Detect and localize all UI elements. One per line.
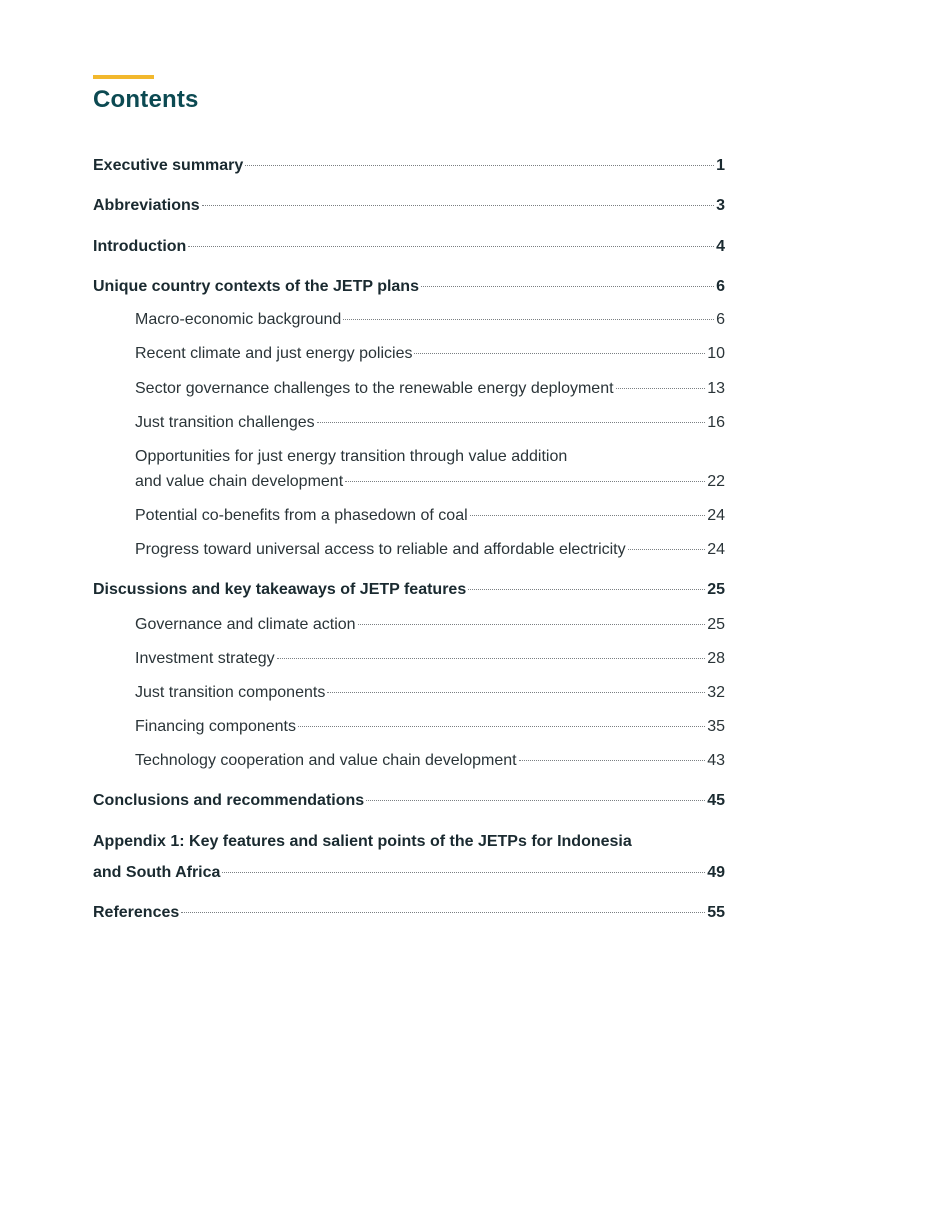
toc-entry-label-line1: Opportunities for just energy transition through value addition (135, 448, 568, 465)
dot-leader (421, 286, 714, 287)
toc-entry-label: Conclusions and recommendations (93, 792, 365, 809)
title-accent-bar (93, 75, 154, 79)
dot-leader (188, 246, 714, 247)
dot-leader (628, 549, 706, 550)
toc-page-number: 16 (707, 414, 725, 431)
toc-entry-label: Macro-economic background (135, 311, 342, 328)
dot-leader (345, 481, 705, 482)
toc-entry-appendix-1[interactable] (93, 826, 725, 888)
toc-entry-macro-economic-background[interactable] (135, 307, 725, 332)
toc-page-number: 25 (707, 616, 725, 633)
toc-entry-label: Abbreviations (93, 197, 200, 214)
toc-entry-label: Sector governance challenges to the renewable energy deployment (135, 380, 614, 397)
toc-entry-introduction[interactable] (93, 231, 725, 262)
toc-entry-label-line1: Appendix 1: Key features and salient points of the JETPs for Indonesia (93, 833, 632, 850)
toc-entry-label: Potential co-benefits from a phasedown of coal (135, 507, 468, 524)
dot-leader (468, 589, 705, 590)
toc-page-number: 35 (707, 718, 725, 735)
toc-entry-label: Unique country contexts of the JETP plans (93, 278, 419, 295)
toc-page-number: 24 (707, 541, 725, 558)
toc-entry-governance-climate-action[interactable] (135, 612, 725, 637)
toc-page-number: 49 (707, 864, 725, 881)
toc-entry-label: Executive summary (93, 157, 244, 174)
toc-page-number: 55 (707, 904, 725, 921)
toc-entry-financing-components[interactable] (135, 714, 725, 739)
dot-leader (519, 760, 706, 761)
dot-leader (358, 624, 706, 625)
toc-entry-executive-summary[interactable] (93, 150, 725, 181)
toc-page-number: 6 (716, 278, 725, 295)
toc-entry-discussions-key-takeaways[interactable] (93, 574, 725, 605)
page-title: Contents (93, 86, 199, 113)
toc-entry-unique-country-contexts[interactable] (93, 271, 725, 302)
dot-leader (470, 515, 706, 516)
toc-entry-label: Introduction (93, 238, 187, 255)
toc-entry-conclusions-recommendations[interactable] (93, 785, 725, 816)
toc-entry-label: and value chain development (135, 473, 344, 490)
dot-leader (327, 692, 705, 693)
toc-entry-just-transition-challenges[interactable] (135, 410, 725, 435)
toc-entry-investment-strategy[interactable] (135, 646, 725, 671)
toc-entry-sector-governance-challenges[interactable] (135, 376, 725, 401)
toc-entry-label: References (93, 904, 180, 921)
toc-entry-just-transition-components[interactable] (135, 680, 725, 705)
dot-leader (414, 353, 705, 354)
toc-page-number: 1 (716, 157, 725, 174)
dot-leader (317, 422, 706, 423)
toc-entry-label: and South Africa (93, 864, 221, 881)
toc-page-number: 24 (707, 507, 725, 524)
toc-entry-label: Governance and climate action (135, 616, 356, 633)
toc-entry-co-benefits-coal-phasedown[interactable] (135, 503, 725, 528)
dot-leader (366, 800, 705, 801)
toc-page-number: 6 (716, 311, 725, 328)
toc-entry-label: Financing components (135, 718, 296, 735)
toc-page-number: 28 (707, 650, 725, 667)
dot-leader (298, 726, 705, 727)
toc-entry-label: Progress toward universal access to reliable and affordable electricity (135, 541, 626, 558)
toc-page-number: 22 (707, 473, 725, 490)
dot-leader (245, 165, 714, 166)
toc-entry-technology-cooperation[interactable] (135, 748, 725, 773)
dot-leader (202, 205, 714, 206)
toc-page-number: 3 (716, 197, 725, 214)
dot-leader (181, 912, 705, 913)
toc-entry-label: Technology cooperation and value chain development (135, 752, 517, 769)
toc-page-number: 32 (707, 684, 725, 701)
toc-page-number: 45 (707, 792, 725, 809)
dot-leader (222, 872, 705, 873)
toc-page-number: 10 (707, 345, 725, 362)
dot-leader (343, 319, 714, 320)
toc-page-number: 25 (707, 581, 725, 598)
toc-entry-label: Just transition components (135, 684, 326, 701)
dot-leader (277, 658, 706, 659)
toc-entry-opportunities-value-addition[interactable] (135, 444, 725, 494)
toc-page-number: 13 (707, 380, 725, 397)
toc-page-number: 4 (716, 238, 725, 255)
dot-leader (616, 388, 706, 389)
toc-entry-label: Recent climate and just energy policies (135, 345, 413, 362)
toc-entry-label: Discussions and key takeaways of JETP features (93, 581, 467, 598)
toc-entry-recent-climate-policies[interactable] (135, 341, 725, 366)
toc-page-number: 43 (707, 752, 725, 769)
toc-entry-references[interactable] (93, 897, 725, 928)
toc-entry-universal-access-electricity[interactable] (135, 537, 725, 562)
toc-entry-label: Investment strategy (135, 650, 275, 667)
toc-entry-abbreviations[interactable] (93, 190, 725, 221)
toc-entry-label: Just transition challenges (135, 414, 315, 431)
